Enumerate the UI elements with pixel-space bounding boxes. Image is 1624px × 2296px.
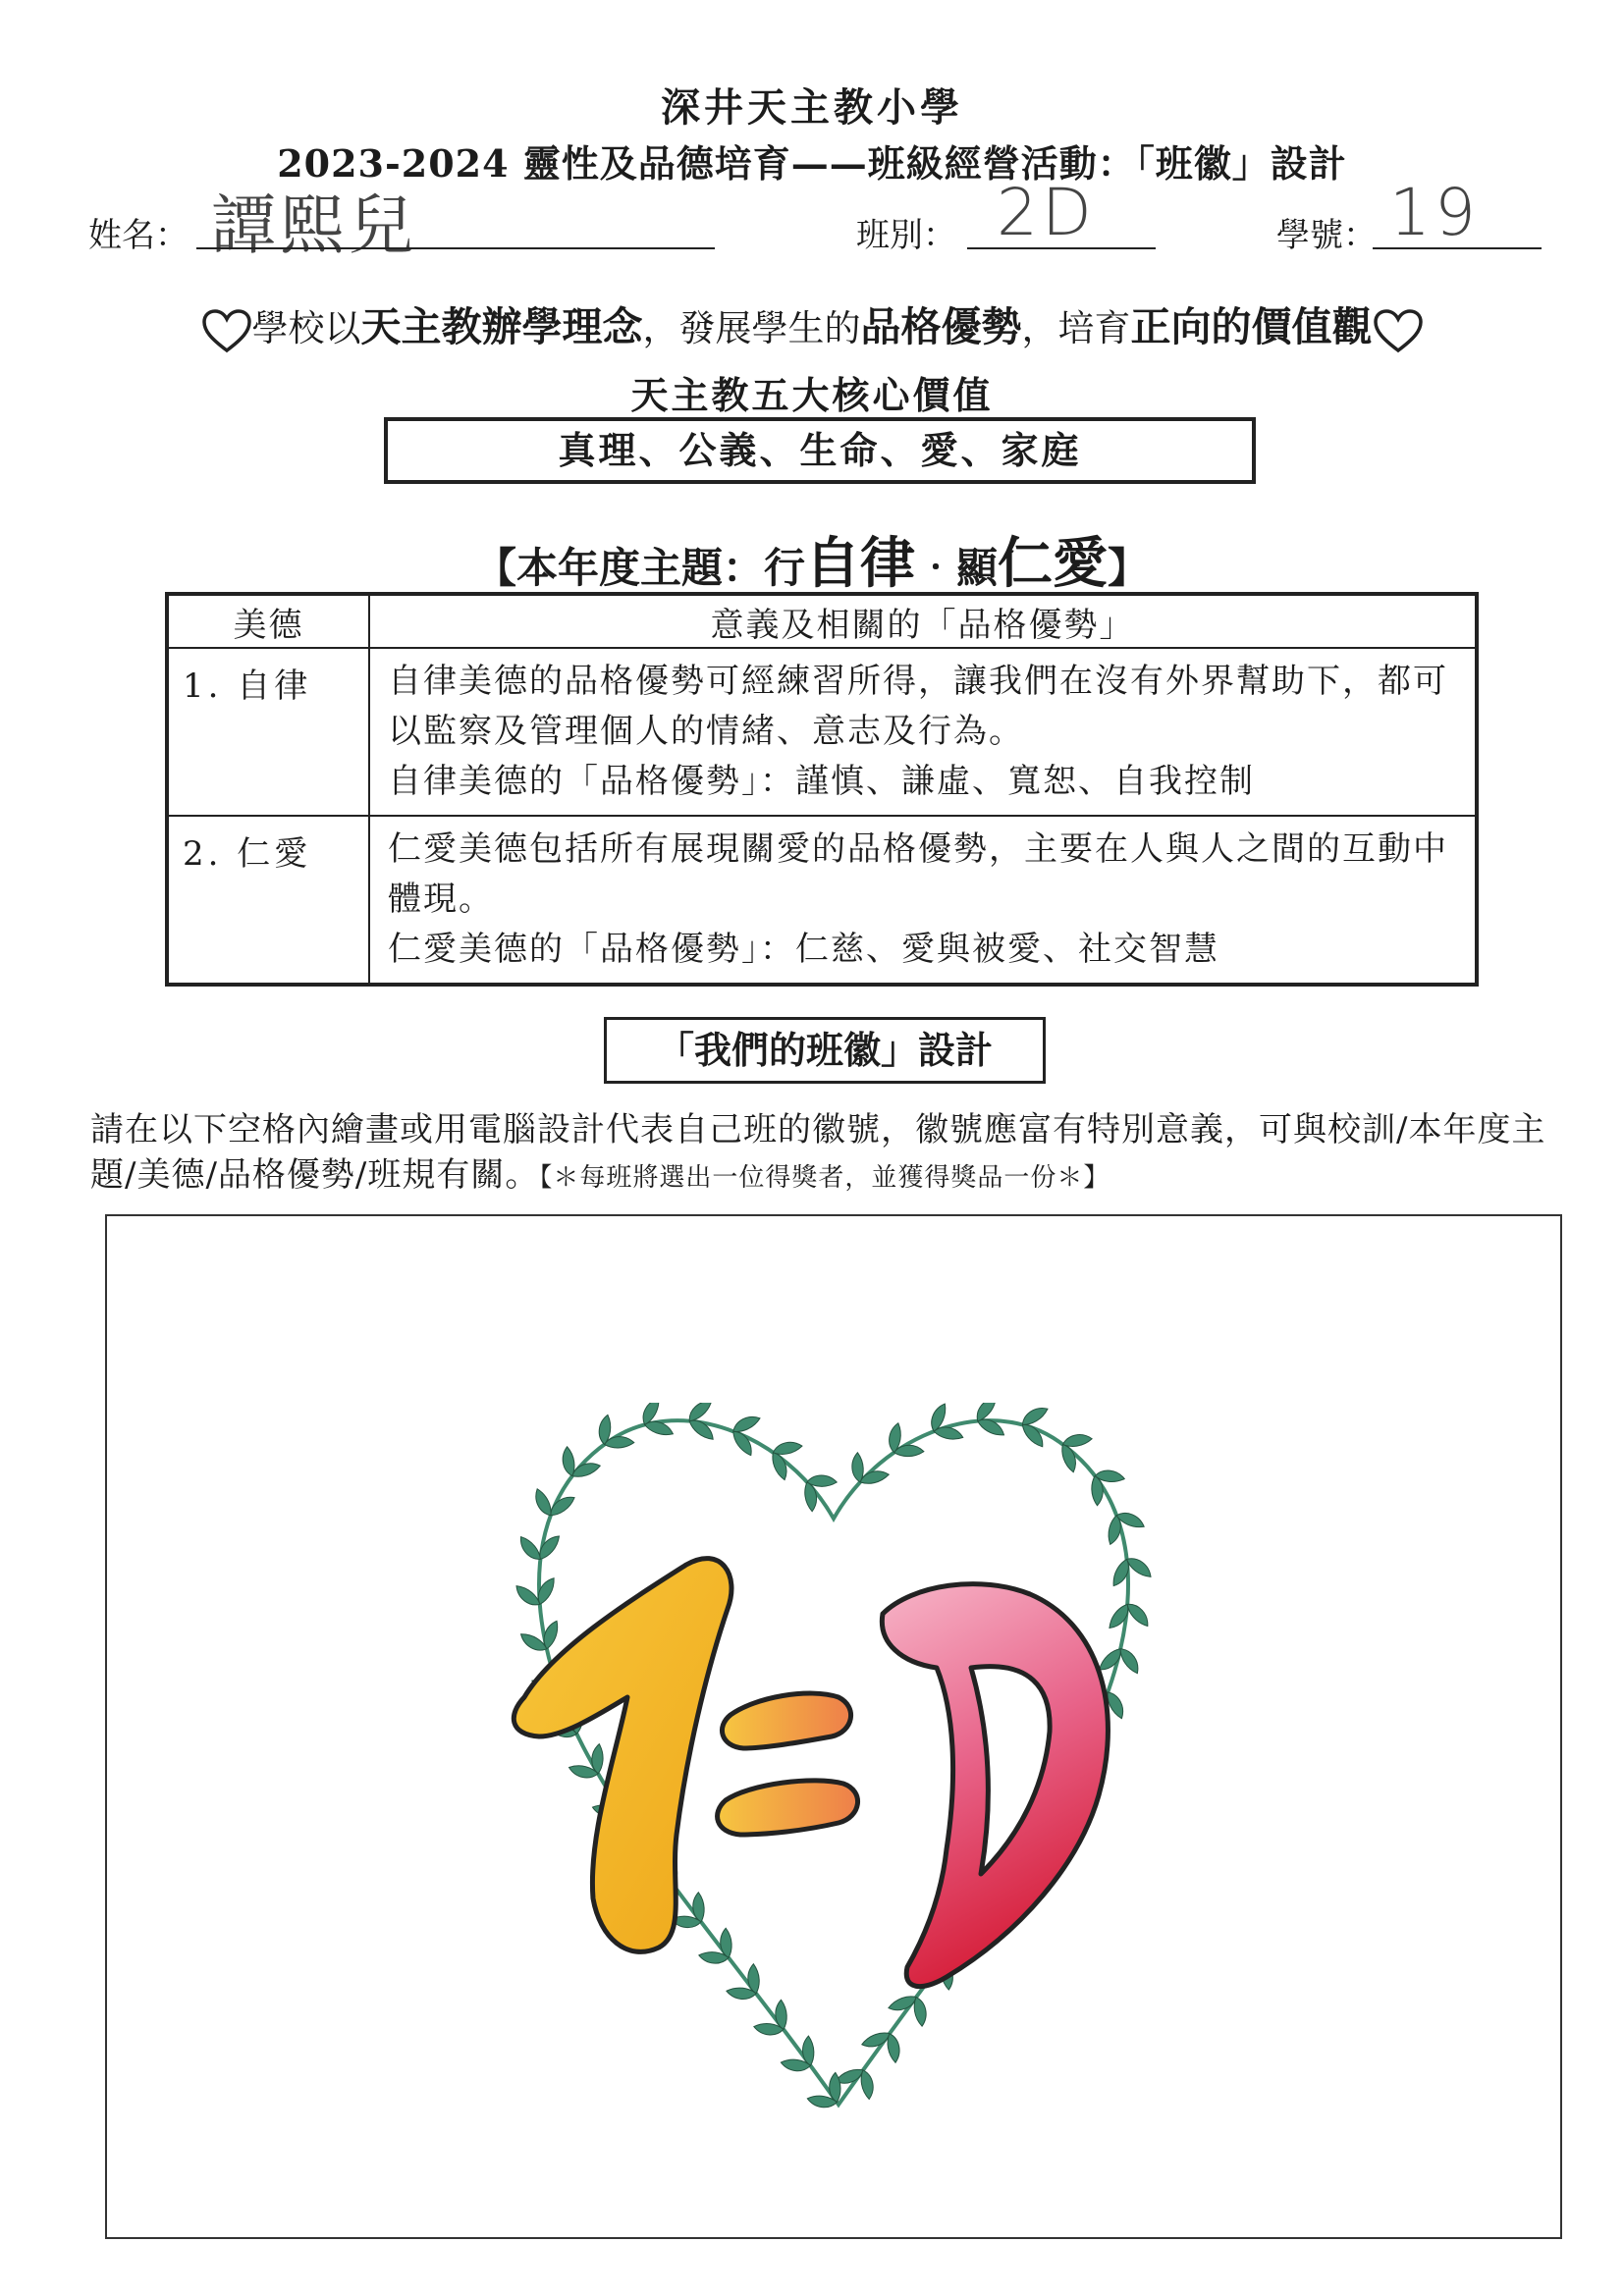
motto-bold-1: 天主教辦學理念 [360, 303, 643, 350]
class-emblem-drawing [392, 1403, 1275, 2129]
number-underline [1373, 247, 1542, 249]
heart-outline-icon [201, 309, 252, 354]
wreath-leaf [860, 2069, 874, 2100]
meaning-text: 仁愛美德包括所有展現關愛的品格優勢，主要在人與人之間的互動中體現。 [388, 829, 1448, 919]
table-header-virtue: 美德 [167, 594, 369, 648]
wreath-leaf [1125, 1599, 1152, 1629]
table-cell-virtue: 2. 仁愛 [167, 816, 369, 985]
drawing-area [105, 1214, 1562, 2239]
name-label: 姓名： [88, 216, 189, 255]
theme-word-self-discipline: 自律 [804, 531, 915, 596]
meaning-text: 自律美德的品格優勢可經練習所得，讓我們在沒有外界幫助下，都可以監察及管理個人的情緒、意志及行為。 [388, 662, 1448, 751]
heart-outline-icon [1373, 309, 1424, 354]
wreath-leaf [773, 1441, 803, 1455]
table-header-row [167, 594, 1477, 648]
theme-word-benevolence: 仁愛 [998, 531, 1108, 596]
wreath-leaf [913, 1997, 926, 2027]
emblem-equals-top [722, 1693, 850, 1748]
strengths-text: 自律美德的「品格優勢」：謹慎、謙虛、寬恕、自我控制 [388, 762, 1255, 801]
school-name: 深井天主教小學 [661, 84, 963, 131]
wreath-leaf [1118, 1645, 1142, 1677]
wreath-leaf [771, 1450, 789, 1481]
class-value: 2D [997, 175, 1096, 250]
wreath-leaf [1019, 1405, 1051, 1427]
number-label: 學號： [1276, 216, 1377, 255]
instructions-text: 請在以下空格內繪畫或用電腦設計代表自己班的徽號，徽號應富有特別意義，可與校訓/本年度主題/美德/品格優勢/班規有關。 [90, 1110, 1546, 1195]
wreath-leaf [563, 1446, 575, 1475]
wreath-leaf [1062, 1434, 1093, 1447]
wreath-leaf [516, 1533, 542, 1564]
strengths-text: 仁愛美德的「品格優勢」：仁慈、愛與被愛、社交智慧 [388, 930, 1219, 969]
worksheet-title: 2023-2024 靈性及品德培育——班級經營活動：「班徽」設計 [277, 141, 1347, 186]
motto-text-1: 學校以 [251, 307, 361, 349]
design-heading: 「我們的班徽」設計 [604, 1017, 1046, 1084]
name-value: 譚熙兒 [211, 187, 417, 263]
wreath-leaf [887, 2033, 900, 2063]
wreath-leaf [731, 1414, 762, 1434]
emblem-letter-d [882, 1584, 1108, 1987]
wreath-leaf [684, 1403, 715, 1423]
name-underline [196, 247, 715, 249]
table-cell-virtue: 1. 自律 [167, 648, 369, 816]
table-cell-meaning [369, 816, 1477, 985]
motto-text-2: ，發展學生的 [642, 307, 861, 349]
class-label: 班別： [856, 216, 956, 255]
motto-bold-2: 品格優勢 [860, 303, 1022, 350]
virtue-table [165, 592, 1479, 987]
theme-open: 【本年度主題：行 [474, 544, 805, 592]
table-row [167, 648, 1477, 816]
wreath-leaf [804, 1482, 817, 1512]
table-cell-meaning [369, 648, 1477, 816]
wreath-leaf [533, 1487, 554, 1519]
number-value: 19 [1389, 175, 1480, 250]
table-row [167, 816, 1477, 985]
core-values-box: 真理、公義、生命、愛、家庭 [384, 417, 1256, 484]
motto-text-3: ，培育 [1021, 307, 1131, 349]
core-values-title: 天主教五大核心價值 [630, 373, 994, 417]
annual-theme [0, 520, 1624, 599]
motto-bold-3: 正向的價值觀 [1130, 303, 1373, 350]
design-instructions [90, 1107, 1563, 1201]
theme-close: 】 [1108, 544, 1150, 592]
wreath-leaf [851, 1453, 864, 1483]
table-header-meaning: 意義及相關的「品格優勢」 [369, 594, 1477, 648]
emblem-equals-bottom [718, 1781, 858, 1835]
prize-note: 【＊每班將選出一位得獎者，並獲得獎品一份＊】 [539, 1163, 1110, 1193]
theme-mid: ‧顯 [914, 544, 998, 592]
class-underline [967, 247, 1156, 249]
school-motto [0, 294, 1624, 354]
